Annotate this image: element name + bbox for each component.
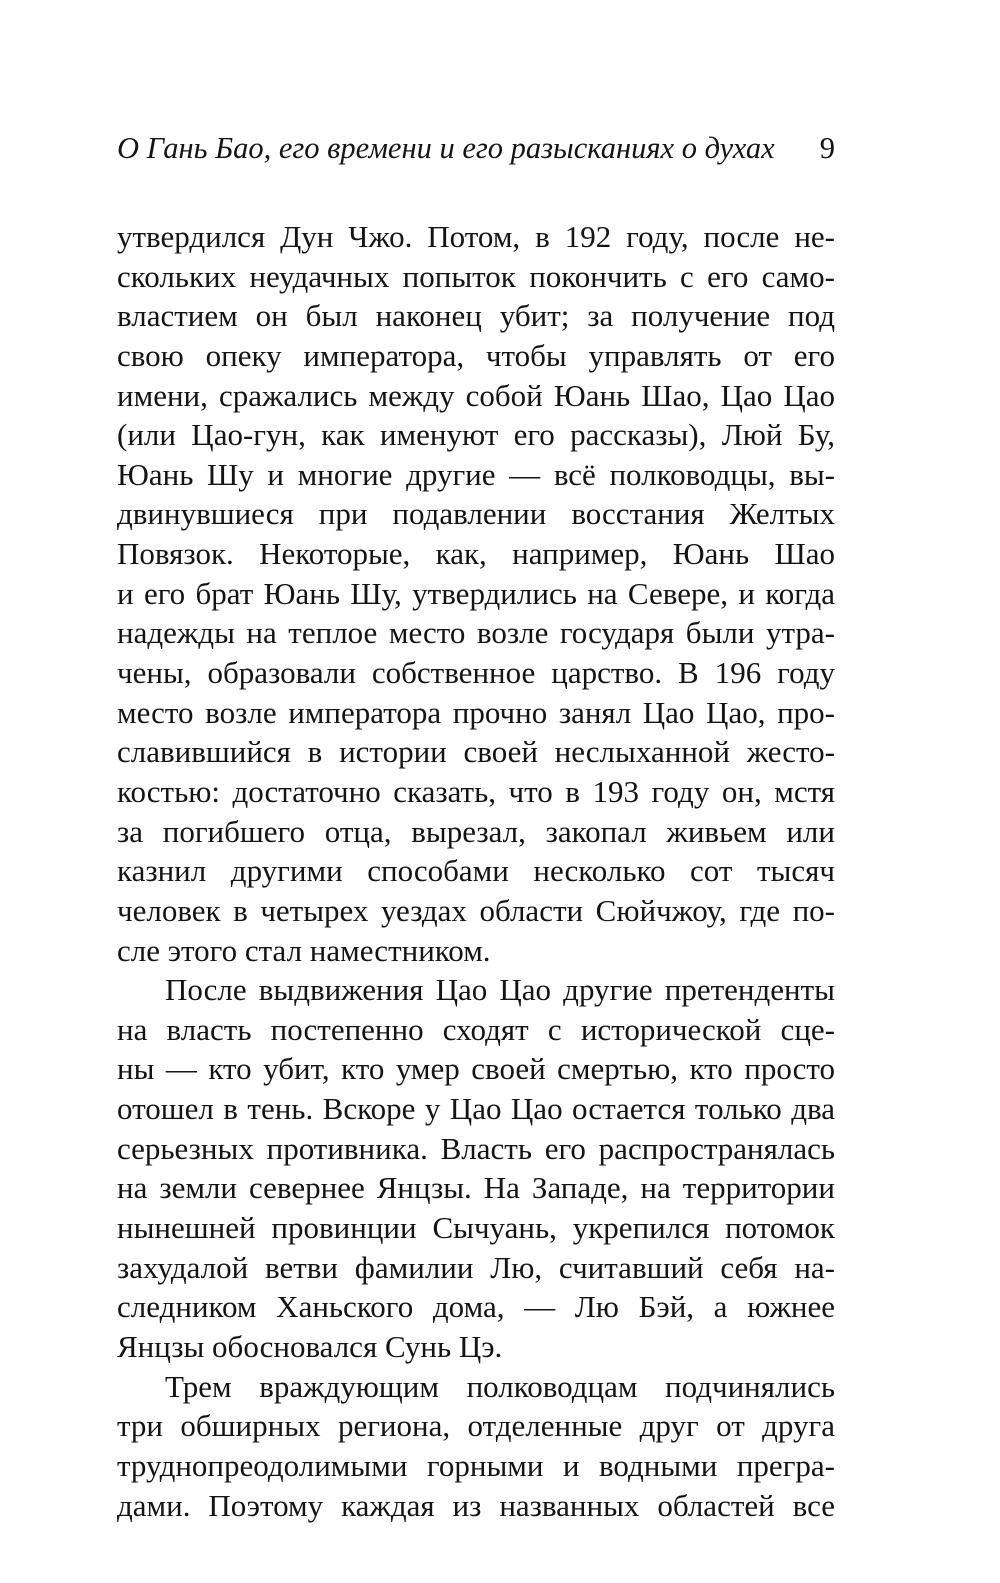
text-line: властием он был наконец убит; за получение под [117,298,835,334]
text-line: труднопреодолимыми горными и водными прегра- [117,1447,835,1483]
text-line: казнил другими способами несколько сот тысяч [117,853,835,889]
text-line: следником Ханьского дома, — Лю Бэй, а южнее [117,1289,835,1325]
text-line: захудалой ветви фамилии Лю, считавший себя на- [117,1249,835,1285]
text-line: нынешней провинции Сычуань, укрепился потомок [117,1210,835,1246]
running-title: О Гань Бао, его времени и его разысканиях о духах [117,131,775,165]
body-text [117,217,835,1525]
text-line: имени, сражались между собой Юань Шао, Цао Цао [117,377,835,413]
text-line: на земли севернее Янцзы. На Западе, на территории [117,1170,835,1206]
running-head [117,128,835,168]
text-line: дами. Поэтому каждая из названных областей все [117,1487,835,1523]
text-line: костью: достаточно сказать, что в 193 году он, мстя [117,773,835,809]
text-line: скольких неудачных попыток покончить с его само- [117,258,835,294]
text-line: Янцзы обосновался Сунь Цэ. [117,1328,503,1364]
text-line: серьезных противника. Власть его распространялась [117,1130,835,1166]
page-number: 9 [819,131,835,165]
text-line: славившийся в истории своей неслыханной жесто- [117,734,835,770]
text-line: Трем враждующим полководцам подчинялись [165,1368,835,1404]
text-line: Юань Шу и многие другие — всё полководцы, вы- [117,456,835,492]
paragraph [117,1367,835,1526]
text-line: надежды на теплое место возле государя были утра- [117,615,835,651]
paragraph [117,970,835,1366]
text-line: за погибшего отца, вырезал, закопал живьем или [117,813,835,849]
text-line: сле этого стал наместником. [117,932,491,968]
text-line: человек в четырех уездах области Сюйчжоу, где по- [117,892,835,928]
text-line: чены, образовали собственное царство. В 196 году [117,655,835,691]
text-line: ны — кто убит, кто умер своей смертью, кто просто [117,1051,835,1087]
text-line: на власть постепенно сходят с исторической сце- [117,1011,835,1047]
text-line: и его брат Юань Шу, утвердились на Севере, и когда [117,575,835,611]
text-line: свою опеку императора, чтобы управлять от его [117,337,835,373]
text-line: После выдвижения Цао Цао другие претенденты [165,972,835,1008]
text-line: место возле императора прочно занял Цао Цао, про- [117,694,835,730]
text-line: Повязок. Некоторые, как, например, Юань Шао [117,536,835,572]
text-line: (или Цао-гун, как именуют его рассказы), Люй Бу, [117,417,835,453]
paragraph [117,217,835,970]
text-line: отошел в тень. Вскоре у Цао Цао остается только два [117,1091,835,1127]
text-line: утвердился Дун Чжо. Потом, в 192 году, после не- [117,219,835,254]
text-line: двинувшиеся при подавлении восстания Желтых [117,496,835,532]
text-line: три обширных региона, отделенные друг от друга [117,1408,835,1444]
